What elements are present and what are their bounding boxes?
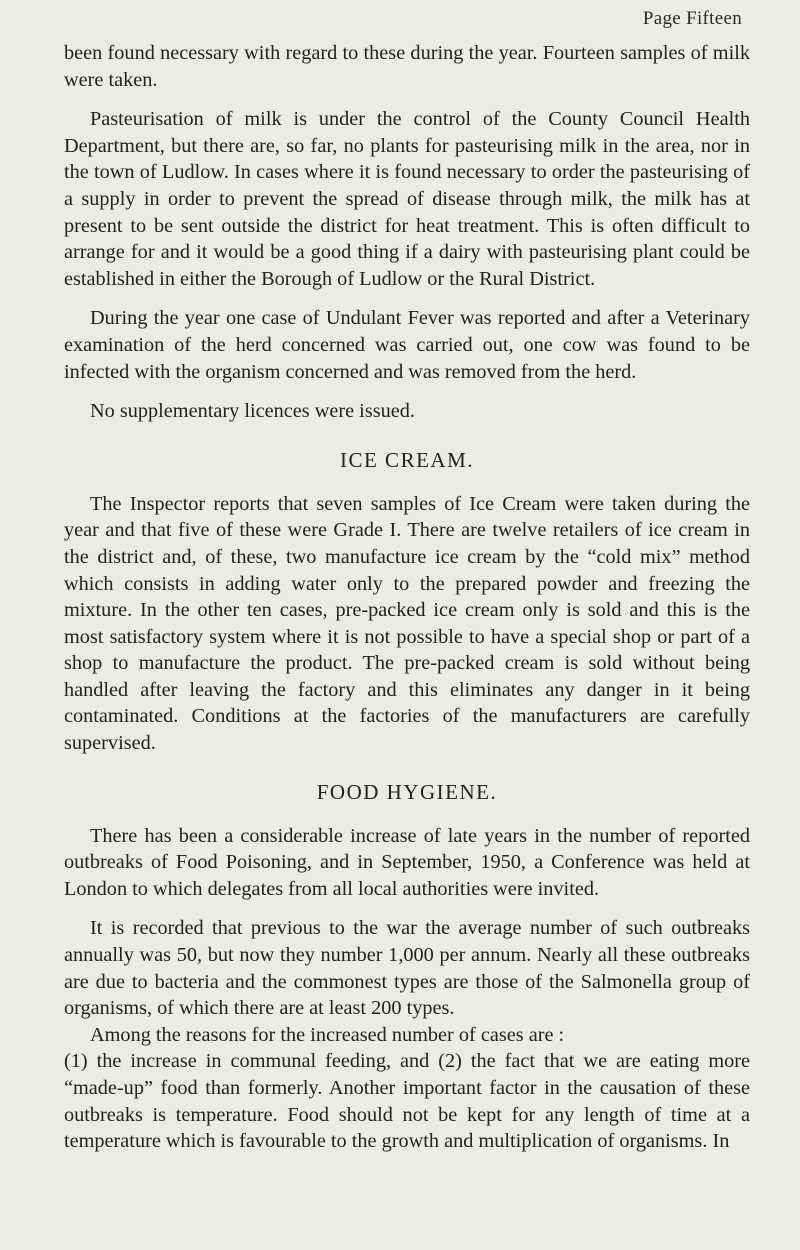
food-hygiene-paragraph-2: It is recorded that previous to the war the average number of such outbreaks annually was 50, but now they number 1,000 per annum. Nearly all these outbreaks are due to bacteria and the commonest types are those of the Salmonella group of organisms, of which there are at least 200 types. <box>64 917 750 1020</box>
ice-cream-paragraph-1: The Inspector reports that seven samples of Ice Cream were taken during the year and that five of these were Grade I. There are twelve retailers of ice cream in the district and, of these, two manufacture ice cream by the “cold mix” method which consists in adding water only to the prepared powder and freezing the mixture. In the other ten cases, pre-packed ice cream only is sold and this is the most satisfactory system where it is not possible to have a special shop or part of a shop to manufacture the product. The pre-packed cream is sold without being handled after leaving the factory and this eliminates any danger in it being contaminated. Conditions at the factories of the manufacturers are carefully supervised. <box>64 492 750 755</box>
ice-cream-heading: ICE CREAM. <box>339 447 474 472</box>
food-hygiene-paragraph-4: (1) the increase in communal feeding, and (2) the fact that we are eating more “made-up” food than formerly. Another important factor in the causation of these outbreaks is temperature. Food should not be kept for any length of time at a temperature which is favourable to the growth and multiplication of organisms. In <box>64 1050 750 1153</box>
food-hygiene-paragraph-1: There has been a considerable increase of late years in the number of reported outbreaks of Food Poisoning, and in September, 1950, a Conference was held at London to which delegates from all local authorities were invited. <box>64 824 750 900</box>
food-hygiene-paragraph-3: Among the reasons for the increased number of cases are : <box>90 1023 565 1046</box>
food-hygiene-heading: FOOD HYGIENE. <box>316 779 498 804</box>
milk-paragraph-4: No supplementary licences were issued. <box>90 400 415 423</box>
milk-paragraph-3: During the year one case of Undulant Fever was reported and after a Veterinary examination of the herd concerned was carried out, one cow was found to be infected with the organism concerned and was removed from the herd. <box>64 307 750 383</box>
body-text <box>64 0 750 1155</box>
page-number: Page Fifteen <box>642 8 742 29</box>
milk-paragraph-2: Pasteurisation of milk is under the control of the County Council Health Department, but there are, so far, no plants for pasteurising milk in the area, nor in the town of Ludlow. In cases where it is found necessary to order the pasteurising of a supply in order to prevent the spread of disease through milk, the milk has at present to be sent outside the district for heat treatment. This is often difficult to arrange for and it would be a good thing if a dairy with pasteurising plant could be established in either the Borough of Ludlow or the Rural District. <box>64 108 750 290</box>
milk-paragraph-1: been found necessary with regard to these during the year. Fourteen samples of milk were taken. <box>64 42 750 91</box>
